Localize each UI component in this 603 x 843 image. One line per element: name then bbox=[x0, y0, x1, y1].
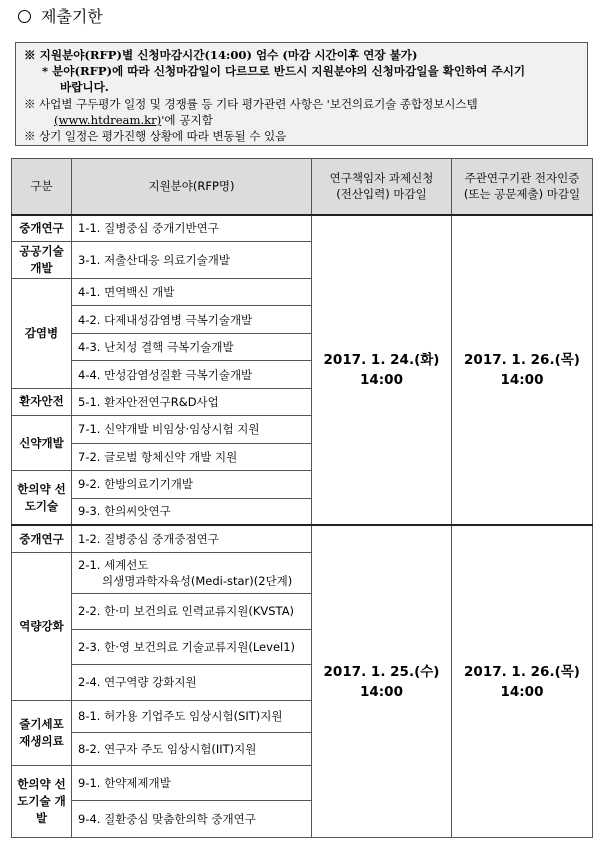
htdream-link[interactable]: (www.htdream.kr) bbox=[54, 112, 162, 127]
notice-line-check-date-cont: 바랍니다. bbox=[60, 80, 109, 95]
field-cell: 4-2. 다제내성감염병 극복기술개발 bbox=[72, 306, 312, 333]
notice-line-evaluation: ※ 사업별 구두평가 일정 및 경쟁률 등 기타 평가관련 사항은 '보건의료기술 종합정보시스템 bbox=[24, 96, 478, 111]
header-inst-deadline bbox=[452, 159, 593, 215]
inst-deadline-date: 2017. 1. 26.(목) bbox=[464, 663, 580, 680]
header-pi-deadline-line1: 연구책임자 과제신청 bbox=[329, 171, 434, 186]
pi-deadline-date: 2017. 1. 25.(수) bbox=[323, 663, 440, 680]
notice-line-evaluation-cont bbox=[24, 112, 579, 128]
field-cell: 9-2. 한방의료기기개발 bbox=[72, 471, 312, 498]
inst-deadline-time: 14:00 bbox=[500, 683, 544, 700]
field-cell: 4-1. 면역백신 개발 bbox=[72, 279, 312, 306]
category-cell: 한의약 선도기술 bbox=[12, 471, 72, 526]
table-header-row bbox=[12, 159, 593, 215]
pi-deadline-time: 14:00 bbox=[360, 371, 403, 388]
category-cell: 중개연구 bbox=[12, 215, 72, 242]
notice-box bbox=[15, 42, 588, 146]
field-cell: 4-4. 만성감염성질환 극복기술개발 bbox=[72, 361, 312, 388]
field-cell: 9-1. 한약제제개발 bbox=[72, 765, 312, 801]
field-cell: 2-2. 한·미 보건의료 인력교류지원(KVSTA) bbox=[72, 594, 312, 630]
field-cell: 7-1. 신약개발 비임상·임상시험 지원 bbox=[72, 416, 312, 443]
category-cell: 감염병 bbox=[12, 279, 72, 389]
category-cell: 공공기술 개발 bbox=[12, 242, 72, 279]
pi-deadline-cell bbox=[312, 525, 452, 837]
header-field: 지원분야(RFP명) bbox=[72, 159, 312, 215]
header-pi-deadline-line2: (전산입력) 마감일 bbox=[336, 187, 427, 202]
header-pi-deadline bbox=[312, 159, 452, 215]
field-cell: 1-1. 질병중심 중개기반연구 bbox=[72, 215, 312, 242]
field-cell: 9-4. 질환중심 맞춤한의학 중개연구 bbox=[72, 801, 312, 838]
pi-deadline-time: 14:00 bbox=[360, 683, 403, 700]
field-cell: 1-2. 질병중심 중개중점연구 bbox=[72, 525, 312, 552]
header-inst-deadline-line1: 주관연구기관 전자인증 bbox=[464, 171, 580, 186]
field-cell: 9-3. 한의씨앗연구 bbox=[72, 498, 312, 525]
field-cell-line2: 의생명과학자육성(Medi-star)(2단계) bbox=[102, 574, 293, 589]
section-title bbox=[18, 4, 103, 27]
category-cell: 한의약 선도기술 개발 bbox=[12, 765, 72, 837]
inst-deadline-time: 14:00 bbox=[500, 371, 544, 388]
field-cell: 2-4. 연구역량 강화지원 bbox=[72, 665, 312, 701]
field-cell: 3-1. 저출산대응 의료기술개발 bbox=[72, 242, 312, 279]
pi-deadline-date: 2017. 1. 24.(화) bbox=[323, 351, 440, 368]
category-cell: 줄기세포 재생의료 bbox=[12, 700, 72, 765]
field-cell: 2-3. 한·영 보건의료 기술교류지원(Level1) bbox=[72, 629, 312, 665]
inst-deadline-date: 2017. 1. 26.(목) bbox=[464, 351, 580, 368]
inst-deadline-cell bbox=[452, 525, 593, 837]
field-cell: 8-2. 연구자 주도 임상시험(IIT)지원 bbox=[72, 733, 312, 766]
circle-bullet-icon bbox=[18, 10, 31, 23]
field-cell bbox=[72, 553, 312, 594]
category-cell: 신약개발 bbox=[12, 416, 72, 471]
category-cell: 역량강화 bbox=[12, 553, 72, 700]
table-row bbox=[12, 215, 593, 242]
category-cell: 중개연구 bbox=[12, 525, 72, 552]
field-cell: 4-3. 난치성 결핵 극복기술개발 bbox=[72, 333, 312, 360]
inst-deadline-cell bbox=[452, 215, 593, 526]
notice-line-check-date: * 분야(RFP)에 따라 신청마감일이 다르므로 반드시 지원분야의 신청마감일을 확인하여 주시기 bbox=[42, 64, 526, 79]
notice-line-evaluation-rest: '에 공지함 bbox=[161, 112, 213, 127]
field-cell-line1: 2-1. 세계선도 bbox=[78, 558, 149, 573]
field-cell: 7-2. 글로벌 항체신약 개발 지원 bbox=[72, 443, 312, 470]
notice-line-change: ※ 상기 일정은 평가진행 상황에 따라 변동될 수 있음 bbox=[24, 129, 287, 144]
section-title-text: 제출기한 bbox=[41, 7, 103, 26]
deadline-table bbox=[11, 158, 593, 838]
field-cell: 8-1. 허가용 기업주도 임상시험(SIT)지원 bbox=[72, 700, 312, 733]
category-cell: 환자안전 bbox=[12, 388, 72, 415]
pi-deadline-cell bbox=[312, 215, 452, 526]
table-row bbox=[12, 525, 593, 552]
notice-line-deadline: ※ 지원분야(RFP)별 신청마감시간(14:00) 엄수 (마감 시간이후 연장 불가) bbox=[24, 48, 418, 62]
header-inst-deadline-line2: (또는 공문제출) 마감일 bbox=[463, 187, 581, 202]
header-category: 구분 bbox=[12, 159, 72, 215]
field-cell: 5-1. 환자안전연구R&D사업 bbox=[72, 388, 312, 415]
